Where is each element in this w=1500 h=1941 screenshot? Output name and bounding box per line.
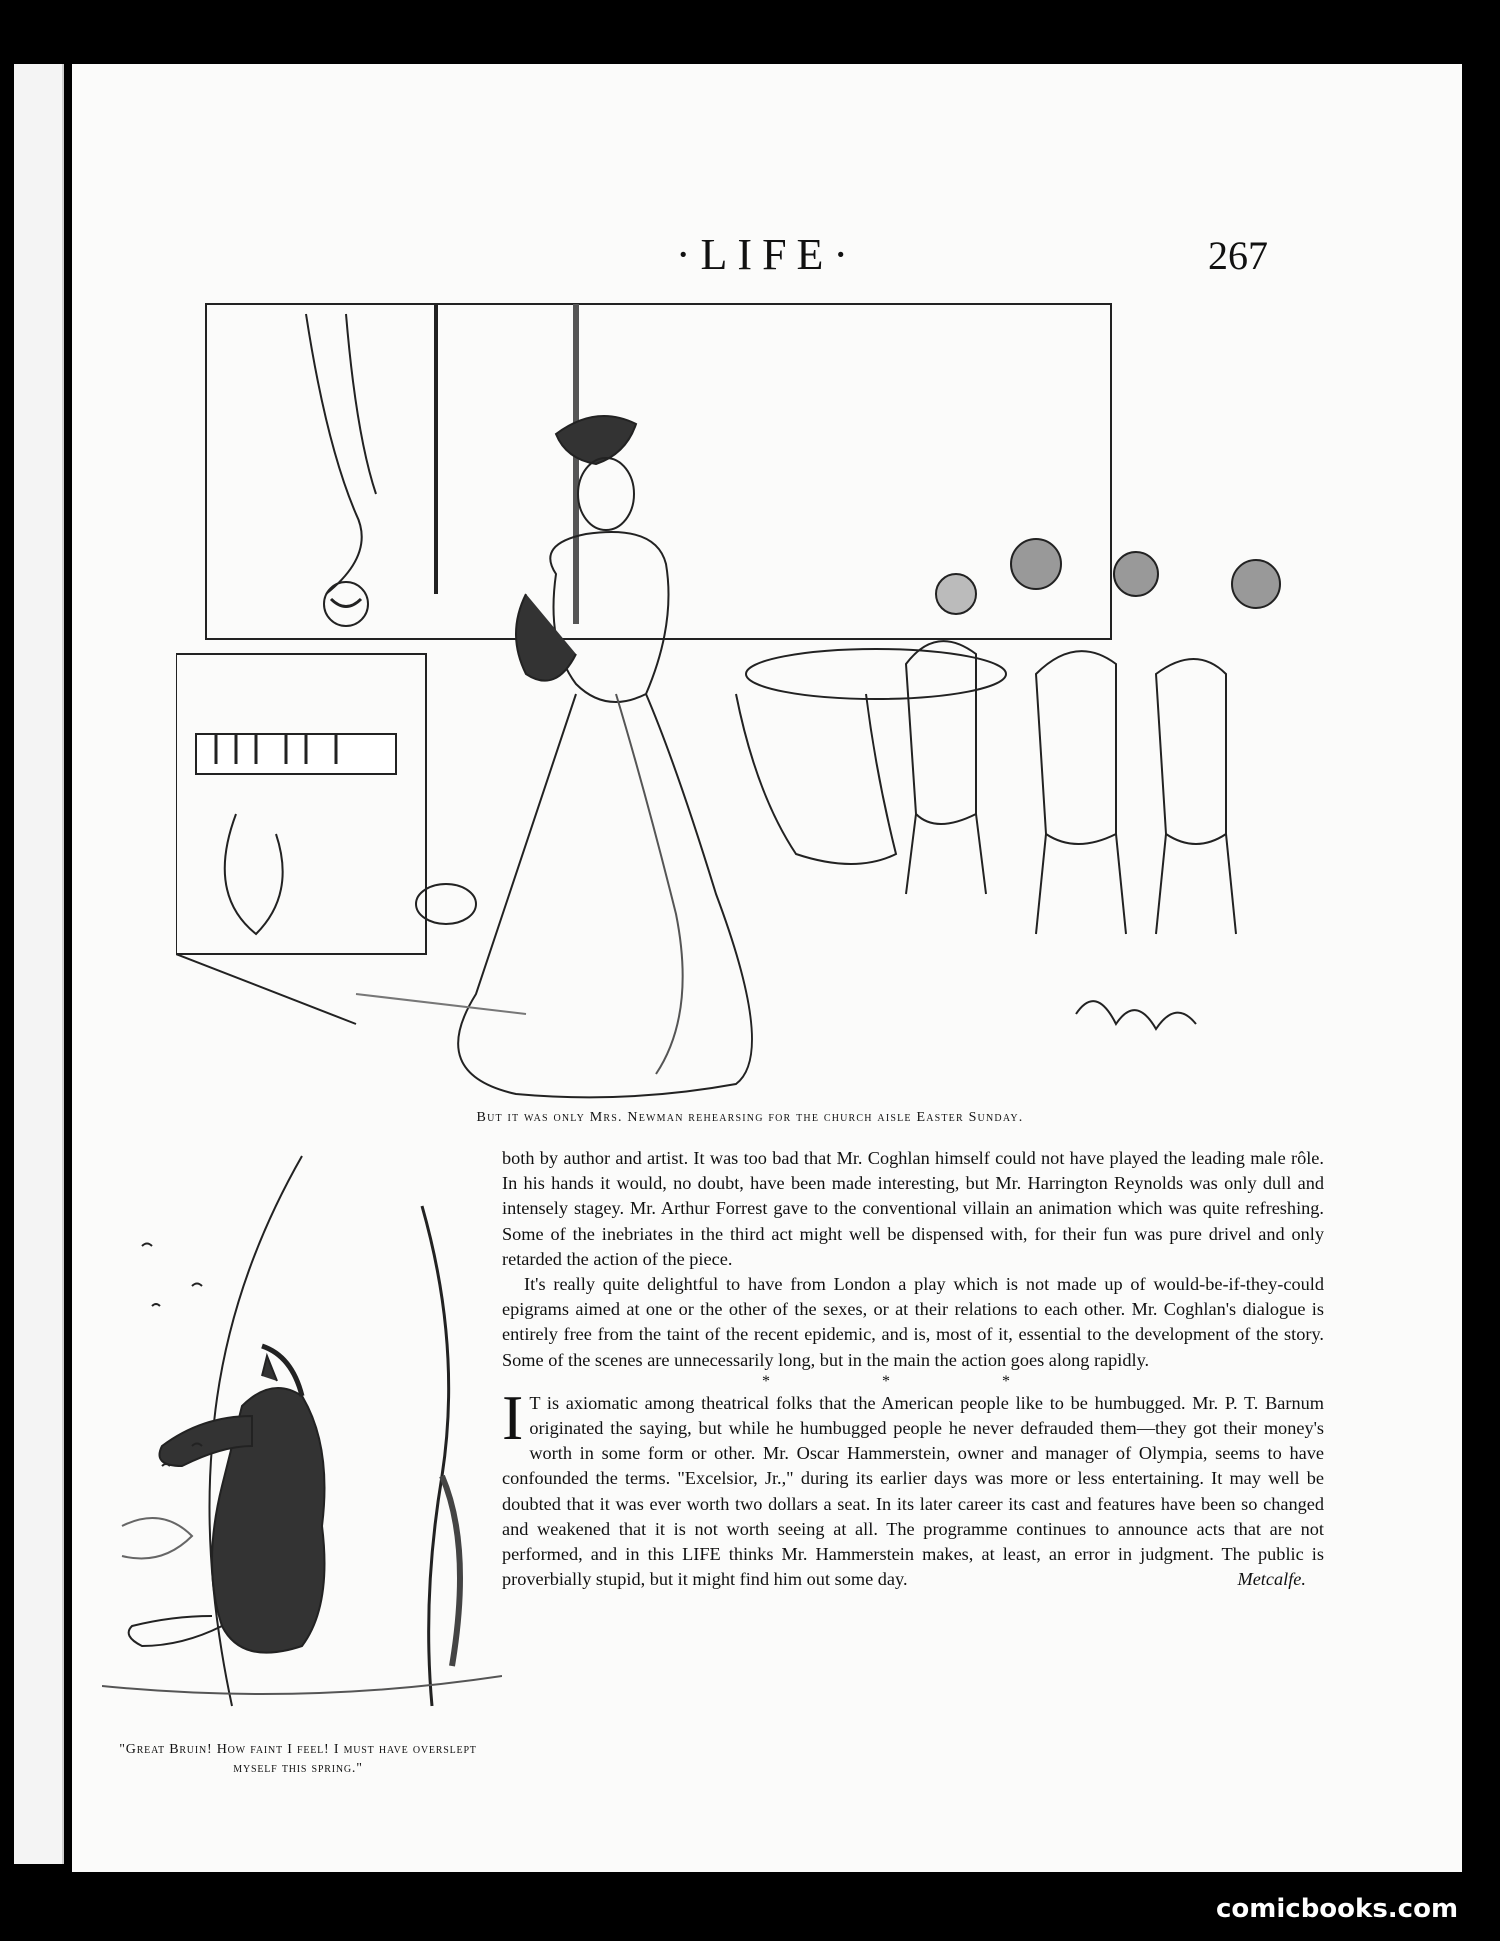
- man-peeking-head: [324, 582, 368, 626]
- masthead: ·LIFE·: [675, 230, 859, 279]
- section-separator: * * *: [762, 1372, 1064, 1390]
- bear-illustration: [102, 1146, 502, 1736]
- author-signature: Metcalfe.: [1237, 1569, 1306, 1590]
- chair-3: [1156, 659, 1226, 844]
- magazine-page: [72, 64, 1462, 1872]
- main-illustration-caption: But it was only Mrs. Newman rehearsing for the church aisle Easter Sunday.: [476, 1110, 1024, 1125]
- article-paragraph-2: It's really quite delightful to have from London a play which is not made up of would-be-if-they-could epigrams aimed at one or the other of the sexes, or at their relations to each other. Mr. Coghlan's dialogue is entirely free from the taint of the recent epidemic, and is, most of it, essential to the development of the story. Some of the scenes are unnecessarily long, but in the main the action goes along rapidly.: [502, 1274, 1324, 1370]
- article-paragraph-3-text: T is axiomatic among theatrical folks that the American people like to be humbugged. Mr. P. T. Barnum originated the saying, but while he humbugged people he never defrauded them—they got their money's worth in some form or other. Mr. Oscar Hammerstein, owner and manager of Olympia, seems to have confounded the terms. "Excelsior, Jr.," during its earlier days was more or less entertaining. It may well be doubted that it was ever worth two dollars a seat. In its later career its cast and features have been so changed and weakened that it is not worth seeing at all. The programme continues to announce acts that are not performed, and in this LIFE thinks Mr. Hammerstein makes, at least, an error in judgment. The public is proverbially stupid, but it might find him out some day.: [502, 1392, 1324, 1590]
- drop-cap: I: [502, 1381, 524, 1453]
- article-column: [502, 1146, 1324, 1592]
- page-number: 267: [1208, 233, 1268, 278]
- article-paragraph-1: both by author and artist. It was too bad that Mr. Coghlan himself could not have played the leading male rôle. In his hands it would, no doubt, have been made interesting, but Mr. Harrington Reynolds was only dull and intensely stagey. Mr. Arthur Forrest gave to the conventional villain an animation which was quite refreshing. Some of the inebriates in the third act might well be dispensed with, for their fun was pure drivel and only retarded the action of the piece.: [502, 1148, 1324, 1269]
- chair-2: [1036, 651, 1116, 844]
- woman-head: [578, 458, 634, 530]
- main-illustration: [176, 294, 1326, 1102]
- artist-signature: [1076, 1001, 1196, 1029]
- piano: [176, 654, 426, 954]
- woman-hat: [556, 416, 636, 464]
- article-paragraph-3: [502, 1381, 1324, 1593]
- facing-page-edge: [14, 64, 64, 1864]
- bear-illustration-caption: "Great Bruin! How faint I feel! I must have overslept myself this spring.": [119, 1742, 477, 1776]
- chair-1: [906, 641, 976, 824]
- watermark: comicbooks.com: [1216, 1894, 1459, 1924]
